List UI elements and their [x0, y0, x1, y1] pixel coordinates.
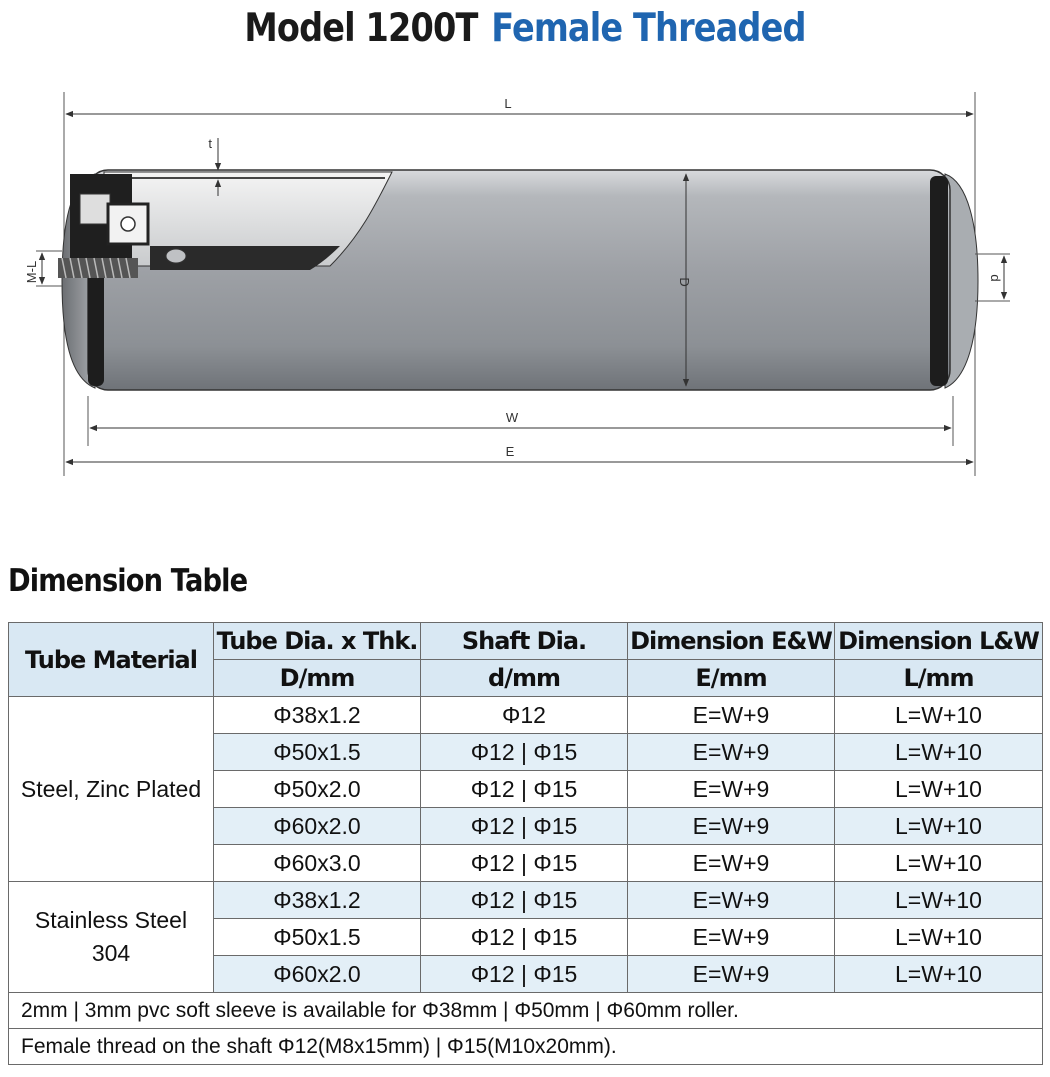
header-ew: Dimension E&W [628, 623, 835, 660]
note-row [9, 1029, 1043, 1065]
cell-ew: E=W+9 [628, 734, 835, 771]
model-name: Model 1200T [244, 6, 478, 51]
cell-shaft: Φ12 | Φ15 [421, 845, 628, 882]
cell-lw: L=W+10 [835, 771, 1043, 808]
dimension-table [8, 622, 1043, 1065]
cell-lw: L=W+10 [835, 845, 1043, 882]
cell-shaft: Φ12 | Φ15 [421, 919, 628, 956]
label-e: E [505, 444, 515, 459]
cell-tube: Φ38x1.2 [214, 882, 421, 919]
label-l: L [504, 96, 512, 111]
header-row [9, 623, 1043, 660]
cell-tube: Φ50x2.0 [214, 771, 421, 808]
cell-tube: Φ60x2.0 [214, 808, 421, 845]
material-stainless-line1: Stainless Steel [34, 907, 188, 933]
cell-shaft: Φ12 | Φ15 [421, 734, 628, 771]
cell-ew: E=W+9 [628, 808, 835, 845]
table-row [9, 882, 1043, 919]
header-lw: Dimension L&W [835, 623, 1043, 660]
cell-shaft: Φ12 | Φ15 [421, 771, 628, 808]
roller-body [58, 170, 978, 390]
cell-lw: L=W+10 [835, 697, 1043, 734]
header-shaft: Shaft Dia. [421, 623, 628, 660]
cell-shaft: Φ12 [421, 697, 628, 734]
material-steel: Steel, Zinc Plated [9, 697, 214, 882]
material-stainless [9, 882, 214, 993]
cell-ew: E=W+9 [628, 771, 835, 808]
header-tube: Tube Dia. x Thk. [214, 623, 421, 660]
page-title [74, 6, 977, 51]
header-material: Tube Material [9, 623, 214, 697]
label-d-shaft: d [988, 274, 1003, 282]
cell-tube: Φ38x1.2 [214, 697, 421, 734]
header-ew-unit: E/mm [628, 660, 835, 697]
roller-drawing [0, 86, 1050, 486]
note-sleeve: 2mm | 3mm pvc soft sleeve is available for Φ38mm | Φ50mm | Φ60mm roller. [9, 993, 1043, 1029]
header-lw-unit: L/mm [835, 660, 1043, 697]
cell-tube: Φ60x3.0 [214, 845, 421, 882]
label-w: W [505, 410, 519, 425]
cell-shaft: Φ12 | Φ15 [421, 808, 628, 845]
cell-lw: L=W+10 [835, 956, 1043, 993]
cell-shaft: Φ12 | Φ15 [421, 956, 628, 993]
model-type: Female Threaded [491, 6, 806, 51]
cell-ew: E=W+9 [628, 882, 835, 919]
label-t: t [208, 136, 212, 151]
cell-tube: Φ50x1.5 [214, 734, 421, 771]
cell-lw: L=W+10 [835, 919, 1043, 956]
note-thread: Female thread on the shaft Φ12(M8x15mm) | Φ15(M10x20mm). [9, 1029, 1043, 1065]
cell-lw: L=W+10 [835, 808, 1043, 845]
cell-ew: E=W+9 [628, 956, 835, 993]
label-thread: M-L [24, 260, 39, 284]
material-stainless-line2: 304 [91, 940, 131, 966]
section-title: Dimension Table [8, 563, 248, 599]
cell-tube: Φ60x2.0 [214, 956, 421, 993]
table-row [9, 697, 1043, 734]
cell-ew: E=W+9 [628, 697, 835, 734]
header-tube-unit: D/mm [214, 660, 421, 697]
header-shaft-unit: d/mm [421, 660, 628, 697]
cell-shaft: Φ12 | Φ15 [421, 882, 628, 919]
cell-ew: E=W+9 [628, 919, 835, 956]
label-d-outer: D [677, 277, 692, 287]
cell-ew: E=W+9 [628, 845, 835, 882]
cell-lw: L=W+10 [835, 734, 1043, 771]
note-row [9, 993, 1043, 1029]
cell-lw: L=W+10 [835, 882, 1043, 919]
cell-tube: Φ50x1.5 [214, 919, 421, 956]
